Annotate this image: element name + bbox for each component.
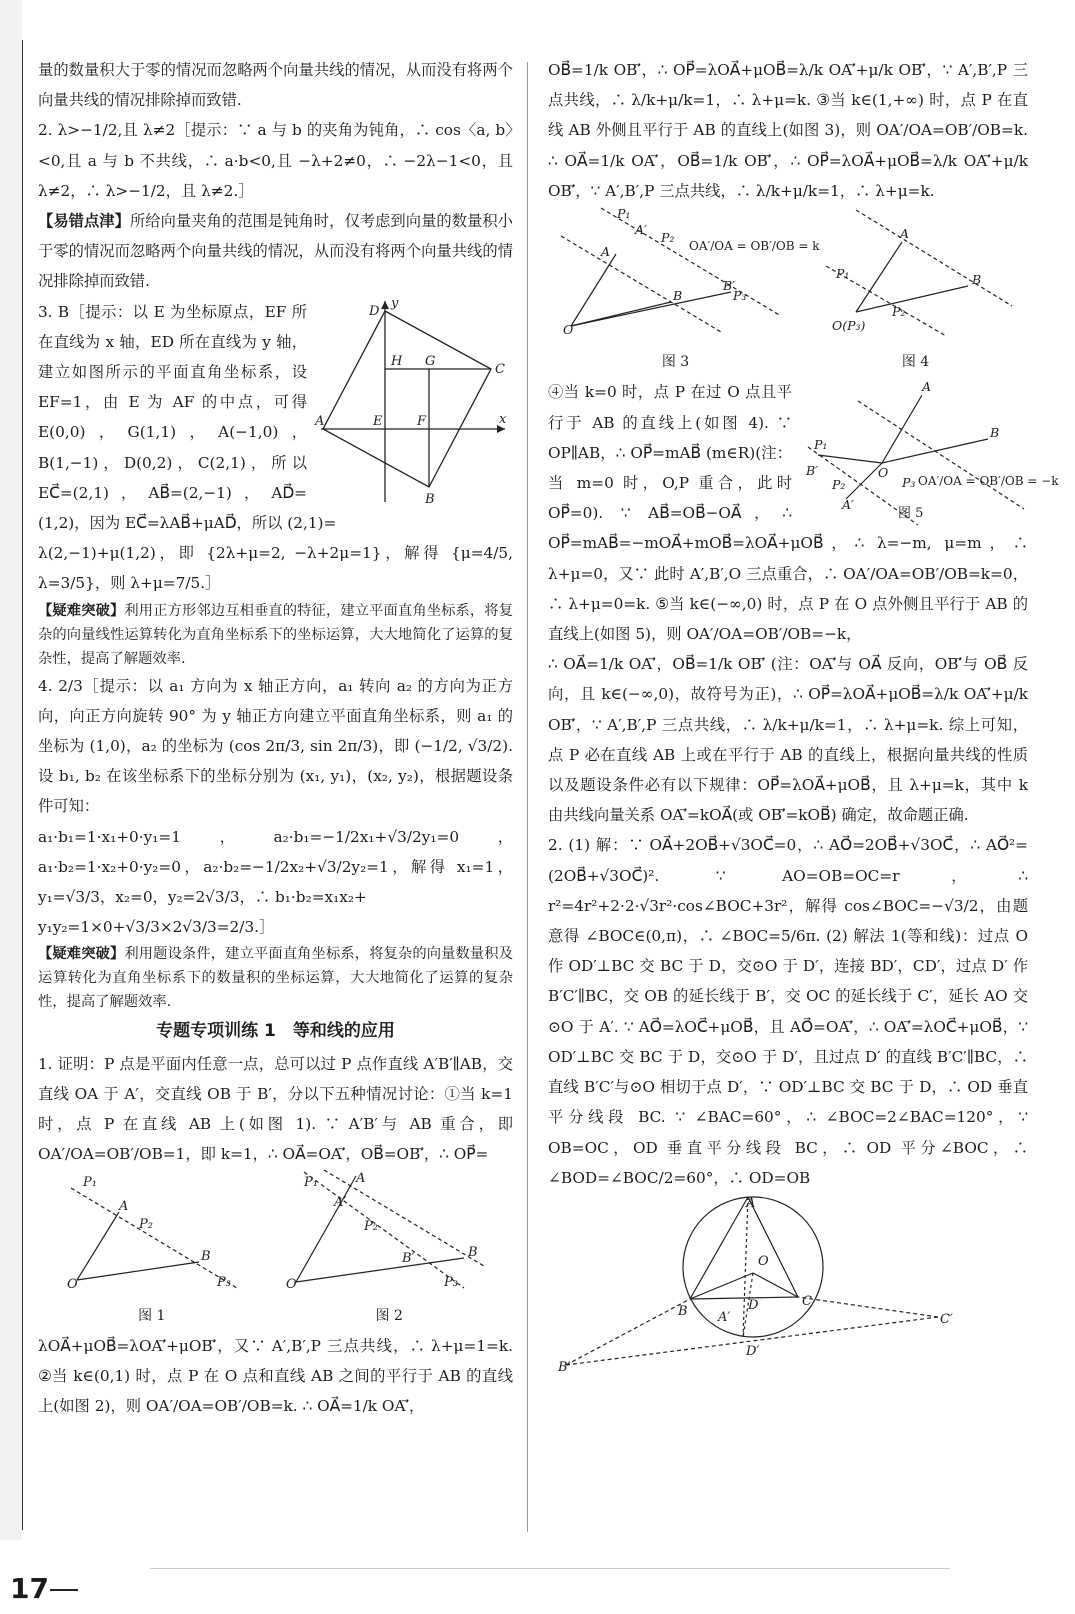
svg-text:A′: A′ xyxy=(634,222,647,238)
answer-4: 4. 2/3［提示：以 a₁ 方向为 x 轴正方向，a₁ 转向 a₂ 的方向为正方向，向正方向旋转 90° 为 y 轴正方向建立平面直角坐标系，则 a₁ 的坐标为 (1,0)，a₂ 的坐标为 (cos 2π/3, sin 2π/3)，即 (−1/2, √3/2). 设 b₁, b₂ 在该坐标系下的坐标分别为 (x₁, y₁)，(x₂, y₂)，根据题设条件可知： xyxy=(38,676,513,816)
figure-3 xyxy=(561,206,819,377)
svg-text:P₂: P₂ xyxy=(138,1216,153,1232)
svg-text:A: A xyxy=(746,1195,756,1211)
circle-figure xyxy=(548,1195,988,1375)
label-C: C xyxy=(495,361,505,377)
svg-text:B: B xyxy=(971,272,981,288)
svg-text:A: A xyxy=(118,1198,129,1214)
tip-3-text: 利用题设条件，建立平面直角坐标系，将复杂的向量数量积及运算转化为直角坐标系下的数量积的坐标运算，大大地简化了运算的复杂性，提高了解题效率. xyxy=(38,946,514,1011)
svg-text:O: O xyxy=(66,1276,78,1292)
svg-text:B′: B′ xyxy=(722,278,735,294)
svg-text:A′: A′ xyxy=(718,1309,731,1325)
answer-3-cont: λ(2,−1)+μ(1,2)，即 {2λ+μ=2, −λ+2μ=1}，解得 {μ=4/5, λ=3/5}，则 λ+μ=7/5.］ xyxy=(38,544,513,593)
left-column xyxy=(38,55,513,1422)
column-divider xyxy=(527,62,528,1532)
svg-text:P₁: P₁ xyxy=(814,437,828,453)
svg-text:P₂: P₂ xyxy=(660,230,674,246)
svg-text:A: A xyxy=(600,244,610,260)
svg-text:O(P₃): O(P₃) xyxy=(831,318,865,334)
svg-text:C′: C′ xyxy=(940,1311,953,1327)
svg-text:P₂: P₂ xyxy=(891,304,905,320)
svg-text:D′: D′ xyxy=(746,1343,760,1359)
label-A: A xyxy=(315,413,325,429)
svg-text:P₁: P₁ xyxy=(82,1174,97,1190)
figure-1 xyxy=(57,1170,247,1331)
tip-2 xyxy=(38,599,513,671)
proof-1-part-d: ④当 k=0 时，点 P 在过 O 点且平行于 AB 的直线上(如图 4). ∵ OP∥AB，∴ OP⃗=mAB⃗ (m∈R)(注：当 m=0 时，O,P 重合，此时 OP⃗=0). ∵ AB⃗=OB⃗−OA⃗，∴ OP⃗=mAB⃗=−mOA⃗+mOB⃗=λOA⃗+μOB⃗，∴ λ=−m, μ=m，∴ λ+μ=0，又∵ 此时 A′,B′,O 三点重合，∴ OA′/OA=OB′/OB=k=0，∴ λ+μ=0=k. ⑤当 k∈(−∞,0) 时，点 P 在 O 点外侧且平行于 AB 的直线上(如图 5)，则 OA′/OA=OB′/OB=−k， xyxy=(548,383,1028,644)
label-H: H xyxy=(391,353,403,369)
proof-1-part-a: 1. 证明：P 点是平面内任意一点，总可以过 P 点作直线 A′B′∥AB，交直线 OA 于 A′，交直线 OB 于 B′，分以下五种情况讨论：①当 k=1 时，点 P 在直线 AB 上(如图 1). ∵ A′B′与 AB 重合，即 OA′/OA=OB′/OB=1，即 k=1，∴ OA⃗=OA′⃗，OB⃗=OB′⃗，∴ OP⃗= xyxy=(38,1054,513,1164)
svg-text:B: B xyxy=(678,1303,688,1319)
svg-text:P₃: P₃ xyxy=(732,288,746,304)
tip-3 xyxy=(38,942,513,1014)
square-coordinate-figure xyxy=(313,297,513,507)
label-B: B xyxy=(425,491,435,507)
proof-1-part-b: λOA⃗+μOB⃗=λOA′⃗+μOB′⃗，又∵ A′,B′,P 三点共线，∴ λ+μ=1=k. ②当 k∈(0,1) 时，点 P 在 O 点和直线 AB 之间的平行于 AB 的直线上(如图 2)，则 OA′/OA=OB′/OB=k. ∴ OA⃗=1/k OA′⃗， xyxy=(38,1336,513,1416)
svg-text:P₃: P₃ xyxy=(216,1274,231,1290)
label-F: F xyxy=(417,413,427,429)
tip-2-label: 【疑难突破】 xyxy=(38,602,125,619)
svg-text:O: O xyxy=(286,1276,297,1292)
figure-4-caption: 图 4 xyxy=(901,354,930,371)
label-G: G xyxy=(425,353,436,369)
section-title: 专题专项训练 1 等和线的应用 xyxy=(156,1021,395,1042)
svg-text:B: B xyxy=(990,425,1000,441)
page-edge-strip xyxy=(0,0,22,1540)
footer-rule xyxy=(150,1568,950,1569)
answer-3: 3. B［提示：以 E 为坐标原点，EF 所在直线为 x 轴，ED 所在直线为 y 轴，建立如图所示的平面直角坐标系，设 EF=1，由 E 为 AF 的中点，可得 E(0,0)，G(1,1)，A(−1,0)，B(1,−1)，D(0,2)，C(2,1)，所以 EC⃗=(2,1)，AB⃗=(2,−1)，AD⃗=(1,2)，因为 EC⃗=λAB⃗+μAD⃗，所以 (2,1)= xyxy=(38,302,337,533)
svg-text:B: B xyxy=(468,1244,478,1260)
tip-1 xyxy=(38,206,513,297)
figure-1-diagram xyxy=(57,1170,247,1290)
label-D: D xyxy=(369,303,380,319)
figure-2-diagram xyxy=(284,1170,494,1290)
svg-text:B′: B′ xyxy=(806,463,819,479)
page-number: 17 xyxy=(10,1572,49,1605)
figure-2 xyxy=(284,1170,494,1331)
svg-text:O: O xyxy=(562,322,573,338)
tip-1-label: 【易错点津】 xyxy=(38,212,130,231)
figure-4-diagram xyxy=(816,206,1016,336)
answer-4-end: y₁y₂=1×0+√3/3×2√3/3=2/3.］ xyxy=(38,918,275,937)
figure-3-caption: 图 3 xyxy=(661,354,690,371)
figure-3-diagram xyxy=(561,206,819,338)
figure-4 xyxy=(816,206,1016,377)
svg-text:A′: A′ xyxy=(842,497,854,513)
answer-4-system: a₁·b₁=1·x₁+0·y₁=1，a₂·b₁=−1/2x₁+√3/2y₁=0，a₁·b₂=1·x₂+0·y₂=0，a₂·b₂=−1/2x₂+√3/2y₂=1，解得 x₁=1，y₁=√3/3，x₂=0，y₂=2√3/3，∴ b₁·b₂=x₁x₂+ xyxy=(38,827,513,907)
svg-text:P₂: P₂ xyxy=(832,477,846,493)
proof-1-part-e: ∴ OA⃗=1/k OA′⃗，OB⃗=1/k OB′⃗ (注：OA′⃗与 OA⃗ 反向，OB′⃗与 OB⃗ 反向，且 k∈(−∞,0)，故符号为正)，∴ OP⃗=λOA⃗+μOB⃗=λ/k OA′⃗+μ/k OB′⃗，∵ A′,B′,P 三点共线，∴ λ/k+μ/k=1，∴ λ+μ=k. 综上可知，点 P 必在直线 AB 上或在平行于 AB 的直线上，根据向量共线的性质以及题设条件必有以下规律：OP⃗=λOA⃗+μOB⃗，且 λ+μ=k，其中 k 由共线向量关系 OA′⃗=kOA⃗(或 OB′⃗=kOB⃗) 确定，故命题正确. xyxy=(548,655,1028,825)
page-edge-line xyxy=(22,40,23,1530)
svg-text:D: D xyxy=(748,1297,759,1313)
label-x: x xyxy=(499,411,507,427)
svg-text:B′: B′ xyxy=(558,1359,571,1375)
svg-text:P₃: P₃ xyxy=(444,1274,459,1290)
svg-text:B′: B′ xyxy=(402,1250,415,1266)
svg-text:P₃: P₃ xyxy=(902,475,916,491)
figure-1-caption: 图 1 xyxy=(138,1307,166,1324)
proof-1-part-c: OB⃗=1/k OB′⃗，∴ OP⃗=λOA⃗+μOB⃗=λ/k OA′⃗+μ/k OB′⃗，∵ A′,B′,P 三点共线，∴ λ/k+μ/k=1，∴ λ+μ=k. ③当 k∈(1,+∞) 时，点 P 在直线 AB 外侧且平行于 AB 的直线上(如图 3)，则 OA′/OA=OB′/OB=k. ∴ OA⃗=1/k OA′⃗，OB⃗=1/k OB′⃗，∴ OP⃗=λOA⃗+μOB⃗=λ/k OA′⃗+μ/k OB′⃗，∵ A′,B′,P 三点共线，∴ λ/k+μ/k=1，∴ λ+μ=k. xyxy=(548,61,1028,200)
svg-text:P₁: P₁ xyxy=(616,206,630,222)
answer-2-solution: 2. (1) 解：∵ OA⃗+2OB⃗+√3OC⃗=0，∴ AO⃗=2OB⃗+√3OC⃗，∴ AO⃗²=(2OB⃗+√3OC⃗)². ∵ AO=OB=OC=r，∴ r²=4r²+2·2·√3r²·cos∠BOC+3r²，解得 cos∠BOC=−√3/2，由题意得 ∠BOC∈(0,π)，∴ ∠BOC=5/6π. (2) 解法 1(等和线)：过点 O 作 OD′⊥BC 交 BC 于 D，交⊙O 于 D′，连接 BD′，CD′，过点 D′ 作 B′C′∥BC，交 OB 的延长线于 B′，交 OC 的延长线于 C′，延长 AO 交⊙O 于 A′. ∵ AO⃗=λOC⃗+μOB⃗，且 AO⃗=OA′⃗，∴ OA′⃗=λOC⃗+μOB⃗，∵ OD′⊥BC 交 BC 于 D，交⊙O 于 D′，且过点 D′ 的直线 B′C′∥BC，∴ 直线 B′C′与⊙O 相切于点 D′，∵ OD′⊥BC 交 BC 于 D，∴ OD 垂直平分线段 BC. ∵ ∠BAC=60°，∴ ∠BOC=2∠BAC=120°，∵ OB=OC，OD 垂直平分线段 BC，∴ OD 平分∠BOC，∴ ∠BOD=∠BOC/2=60°，∴ OD=OB xyxy=(548,836,1028,1187)
figure-5-equation: OA′/OA = OB′/OB = −k xyxy=(918,474,1059,489)
svg-text:A: A xyxy=(356,1170,366,1186)
answer-2: 2. λ>−1/2,且 λ≠2［提示：∵ a 与 b 的夹角为钝角，∴ cos〈a, b〉<0,且 a 与 b 不共线，∴ a·b<0,且 −λ+2≠0，∴ −2λ−1<0，且 λ≠2，∴ λ>−1/2，且 λ≠2.］ xyxy=(38,121,513,200)
figure-5-caption: 图 5 xyxy=(898,506,924,522)
svg-text:A: A xyxy=(899,226,909,242)
svg-text:B: B xyxy=(672,288,682,304)
label-E: E xyxy=(373,413,383,429)
figures-3-4 xyxy=(548,206,1028,377)
svg-text:B: B xyxy=(200,1248,211,1264)
right-column xyxy=(548,55,1059,1376)
intro-paragraph: 量的数量积大于零的情况而忽略两个向量共线的情况，从而没有将两个向量共线的情况排除掉而致错. xyxy=(38,61,513,110)
svg-text:C: C xyxy=(802,1293,812,1309)
figure-5-diagram xyxy=(798,377,1059,527)
figures-1-2 xyxy=(38,1170,513,1331)
svg-text:P₂: P₂ xyxy=(364,1218,379,1234)
svg-text:O: O xyxy=(878,465,889,481)
svg-text:O: O xyxy=(758,1253,769,1269)
tip-2-text: 利用正方形邻边互相垂直的特征，建立平面直角坐标系，将复杂的向量线性运算转化为直角坐标系下的坐标运算，大大地简化了运算的复杂性，提高了解题效率. xyxy=(38,602,514,667)
svg-text:A′: A′ xyxy=(334,1194,347,1210)
tip-3-label: 【疑难突破】 xyxy=(38,946,125,963)
tip-1-text: 所给向量夹角的范围是钝角时，仅考虑到向量的数量积小于零的情况而忽略两个向量共线的情况，从而没有将两个向量共线的情况排除掉而致错. xyxy=(38,212,513,291)
svg-text:P₁: P₁ xyxy=(304,1174,319,1190)
svg-text:P₁: P₁ xyxy=(835,266,849,282)
figure-2-caption: 图 2 xyxy=(375,1307,403,1324)
page-number-dash xyxy=(50,1589,78,1591)
figure-3-equation: OA′/OA = OB′/OB = k xyxy=(688,239,819,254)
label-y: y xyxy=(391,295,399,311)
svg-text:A: A xyxy=(922,379,932,395)
